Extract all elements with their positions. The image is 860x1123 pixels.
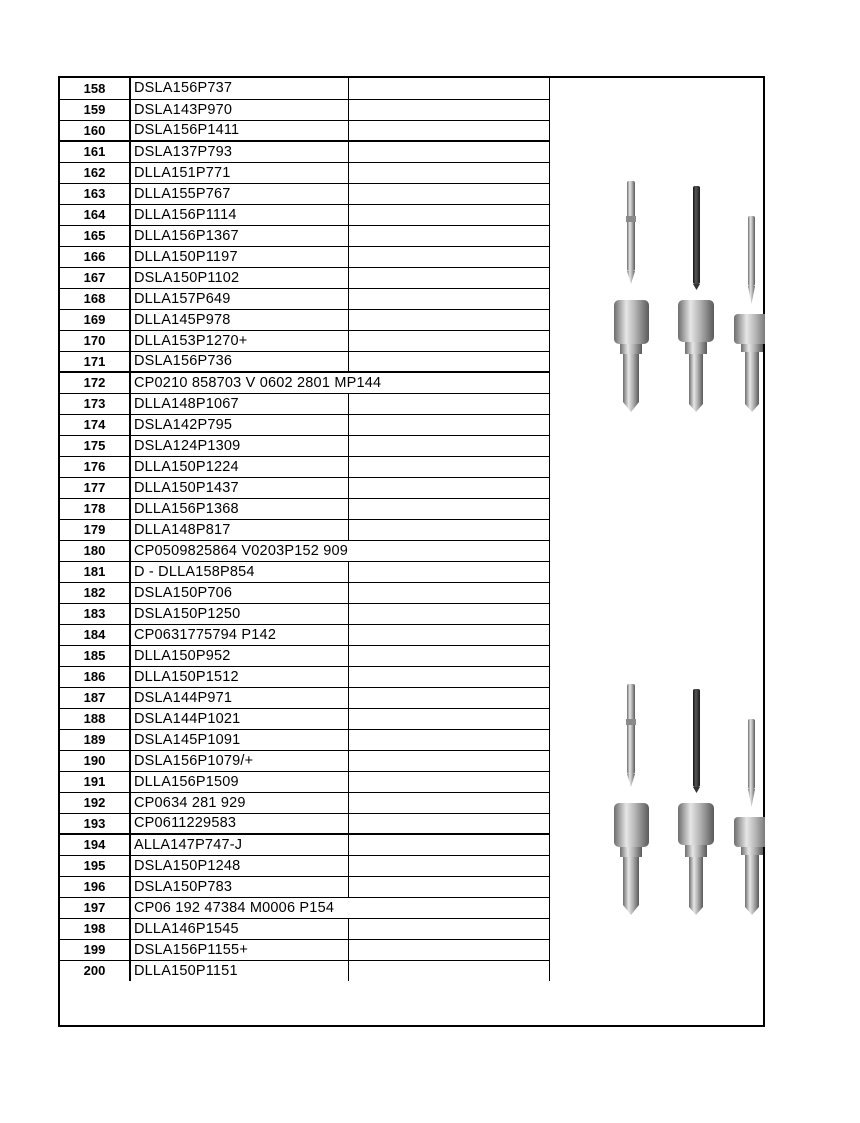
nozzle-body-left [614,803,649,915]
part-code: DLLA156P1114 [130,204,348,225]
part-code: DLLA157P649 [130,288,348,309]
table-row [60,393,549,414]
table-row [60,939,549,960]
empty-cell [348,561,549,582]
part-code: DLLA155P767 [130,183,348,204]
row-number: 181 [60,561,130,582]
empty-cell [348,99,549,120]
table-row [60,78,549,99]
part-code: DSLA150P1102 [130,267,348,288]
nozzle-set-photo-bottom [580,679,765,919]
table-row [60,372,549,393]
empty-cell [348,582,549,603]
empty-cell [348,624,549,645]
part-code: DSLA142P795 [130,414,348,435]
table-row [60,456,549,477]
empty-cell [348,330,549,351]
table-row [60,603,549,624]
part-code: DSLA156P736 [130,351,348,372]
empty-cell [348,120,549,141]
part-code: DLLA150P1512 [130,666,348,687]
nozzle-set-photo-top [580,176,765,416]
row-number: 192 [60,792,130,813]
empty-cell [348,309,549,330]
row-number: 159 [60,99,130,120]
row-number: 170 [60,330,130,351]
empty-cell [348,939,549,960]
empty-cell [348,477,549,498]
part-code: DLLA146P1545 [130,918,348,939]
needle-left [626,181,636,284]
table-row [60,141,549,162]
row-number: 194 [60,834,130,855]
table-row [60,624,549,645]
table-row [60,498,549,519]
row-number: 197 [60,897,130,918]
row-number: 178 [60,498,130,519]
table-row [60,918,549,939]
empty-cell [348,78,549,99]
needle-middle [693,689,700,793]
empty-cell [348,834,549,855]
nozzle-body-middle [678,803,714,915]
empty-cell [348,960,549,981]
part-code: DSLA124P1309 [130,435,348,456]
needle-left [626,684,636,787]
needle-middle [693,186,700,290]
empty-cell [348,498,549,519]
row-number: 198 [60,918,130,939]
empty-cell [348,729,549,750]
empty-cell [348,876,549,897]
empty-cell [348,708,549,729]
table-row [60,330,549,351]
empty-cell [348,141,549,162]
row-number: 182 [60,582,130,603]
part-code: DLLA156P1368 [130,498,348,519]
row-number: 164 [60,204,130,225]
nozzle-body-right [734,314,765,412]
part-code: DSLA156P1411 [130,120,348,141]
table-row [60,519,549,540]
part-code: DLLA150P1151 [130,960,348,981]
table-row [60,960,549,981]
part-code: DLLA150P1197 [130,246,348,267]
table-row [60,246,549,267]
part-code: CP0210 858703 V 0602 2801 MP144 [130,372,549,393]
part-code: DSLA156P1079/+ [130,750,348,771]
row-number: 163 [60,183,130,204]
part-code: DSLA143P970 [130,99,348,120]
table-row [60,897,549,918]
empty-cell [348,183,549,204]
table-row [60,288,549,309]
empty-cell [348,519,549,540]
table-row [60,876,549,897]
row-number: 168 [60,288,130,309]
part-code: ALLA147P747-J [130,834,348,855]
part-code: DSLA145P1091 [130,729,348,750]
parts-sheet [58,76,765,1027]
table-row [60,771,549,792]
row-number: 199 [60,939,130,960]
row-number: 174 [60,414,130,435]
empty-cell [348,792,549,813]
part-code: DLLA148P1067 [130,393,348,414]
row-number: 200 [60,960,130,981]
row-number: 196 [60,876,130,897]
row-number: 186 [60,666,130,687]
part-code: DLLA150P952 [130,645,348,666]
part-code: DLLA150P1224 [130,456,348,477]
row-number: 166 [60,246,130,267]
part-code: DSLA156P1155+ [130,939,348,960]
row-number: 179 [60,519,130,540]
part-code: DLLA145P978 [130,309,348,330]
empty-cell [348,351,549,372]
part-code: DSLA150P783 [130,876,348,897]
part-code: DLLA153P1270+ [130,330,348,351]
empty-cell [348,750,549,771]
row-number: 177 [60,477,130,498]
row-number: 195 [60,855,130,876]
empty-cell [348,162,549,183]
row-number: 191 [60,771,130,792]
table-row [60,99,549,120]
table-row [60,540,549,561]
table-row [60,309,549,330]
needle-right [748,216,755,304]
nozzle-body-right [734,817,765,915]
table-row [60,267,549,288]
row-number: 160 [60,120,130,141]
row-number: 188 [60,708,130,729]
empty-cell [348,414,549,435]
row-number: 162 [60,162,130,183]
empty-cell [348,918,549,939]
row-number: 189 [60,729,130,750]
table-row [60,834,549,855]
table-row [60,792,549,813]
table-row [60,687,549,708]
nozzle-body-left [614,300,649,412]
table-row [60,435,549,456]
table-row [60,351,549,372]
part-code: D - DLLA158P854 [130,561,348,582]
empty-cell [348,456,549,477]
table-row [60,582,549,603]
table-row [60,729,549,750]
part-code: DLLA151P771 [130,162,348,183]
table-row [60,855,549,876]
part-code: DSLA156P737 [130,78,348,99]
empty-cell [348,267,549,288]
empty-cell [348,666,549,687]
table-row [60,414,549,435]
table-row [60,561,549,582]
part-code: DSLA150P1248 [130,855,348,876]
row-number: 187 [60,687,130,708]
empty-cell [348,813,549,834]
row-number: 158 [60,78,130,99]
part-code: CP0611229583 [130,813,348,834]
row-number: 172 [60,372,130,393]
parts-table-body [60,78,549,981]
part-code: DSLA150P1250 [130,603,348,624]
table-row [60,183,549,204]
table-row [60,750,549,771]
part-code: CP0509825864 V0203P152 909 [130,540,549,561]
empty-cell [348,393,549,414]
row-number: 165 [60,225,130,246]
row-number: 161 [60,141,130,162]
row-number: 171 [60,351,130,372]
part-code: DSLA150P706 [130,582,348,603]
row-number: 175 [60,435,130,456]
row-number: 176 [60,456,130,477]
row-number: 184 [60,624,130,645]
part-code: DLLA150P1437 [130,477,348,498]
row-number: 167 [60,267,130,288]
empty-cell [348,225,549,246]
table-row [60,120,549,141]
table-row [60,162,549,183]
part-code: CP06 192 47384 M0006 P154 [130,897,549,918]
nozzle-body-middle [678,300,714,412]
table-row [60,708,549,729]
table-row [60,204,549,225]
empty-cell [348,204,549,225]
row-number: 190 [60,750,130,771]
part-code: DSLA144P1021 [130,708,348,729]
empty-cell [348,288,549,309]
empty-cell [348,435,549,456]
part-code: DLLA156P1367 [130,225,348,246]
empty-cell [348,771,549,792]
row-number: 185 [60,645,130,666]
table-row [60,645,549,666]
table-row [60,225,549,246]
row-number: 183 [60,603,130,624]
part-code: DSLA144P971 [130,687,348,708]
empty-cell [348,645,549,666]
part-code: DSLA137P793 [130,141,348,162]
empty-cell [348,246,549,267]
needle-right [748,719,755,807]
table-row [60,813,549,834]
part-code: DLLA156P1509 [130,771,348,792]
row-number: 173 [60,393,130,414]
row-number: 193 [60,813,130,834]
parts-table [60,78,550,981]
part-code: CP0634 281 929 [130,792,348,813]
row-number: 180 [60,540,130,561]
empty-cell [348,687,549,708]
table-row [60,666,549,687]
part-code: CP0631775794 P142 [130,624,348,645]
empty-cell [348,603,549,624]
row-number: 169 [60,309,130,330]
table-row [60,477,549,498]
part-code: DLLA148P817 [130,519,348,540]
empty-cell [348,855,549,876]
